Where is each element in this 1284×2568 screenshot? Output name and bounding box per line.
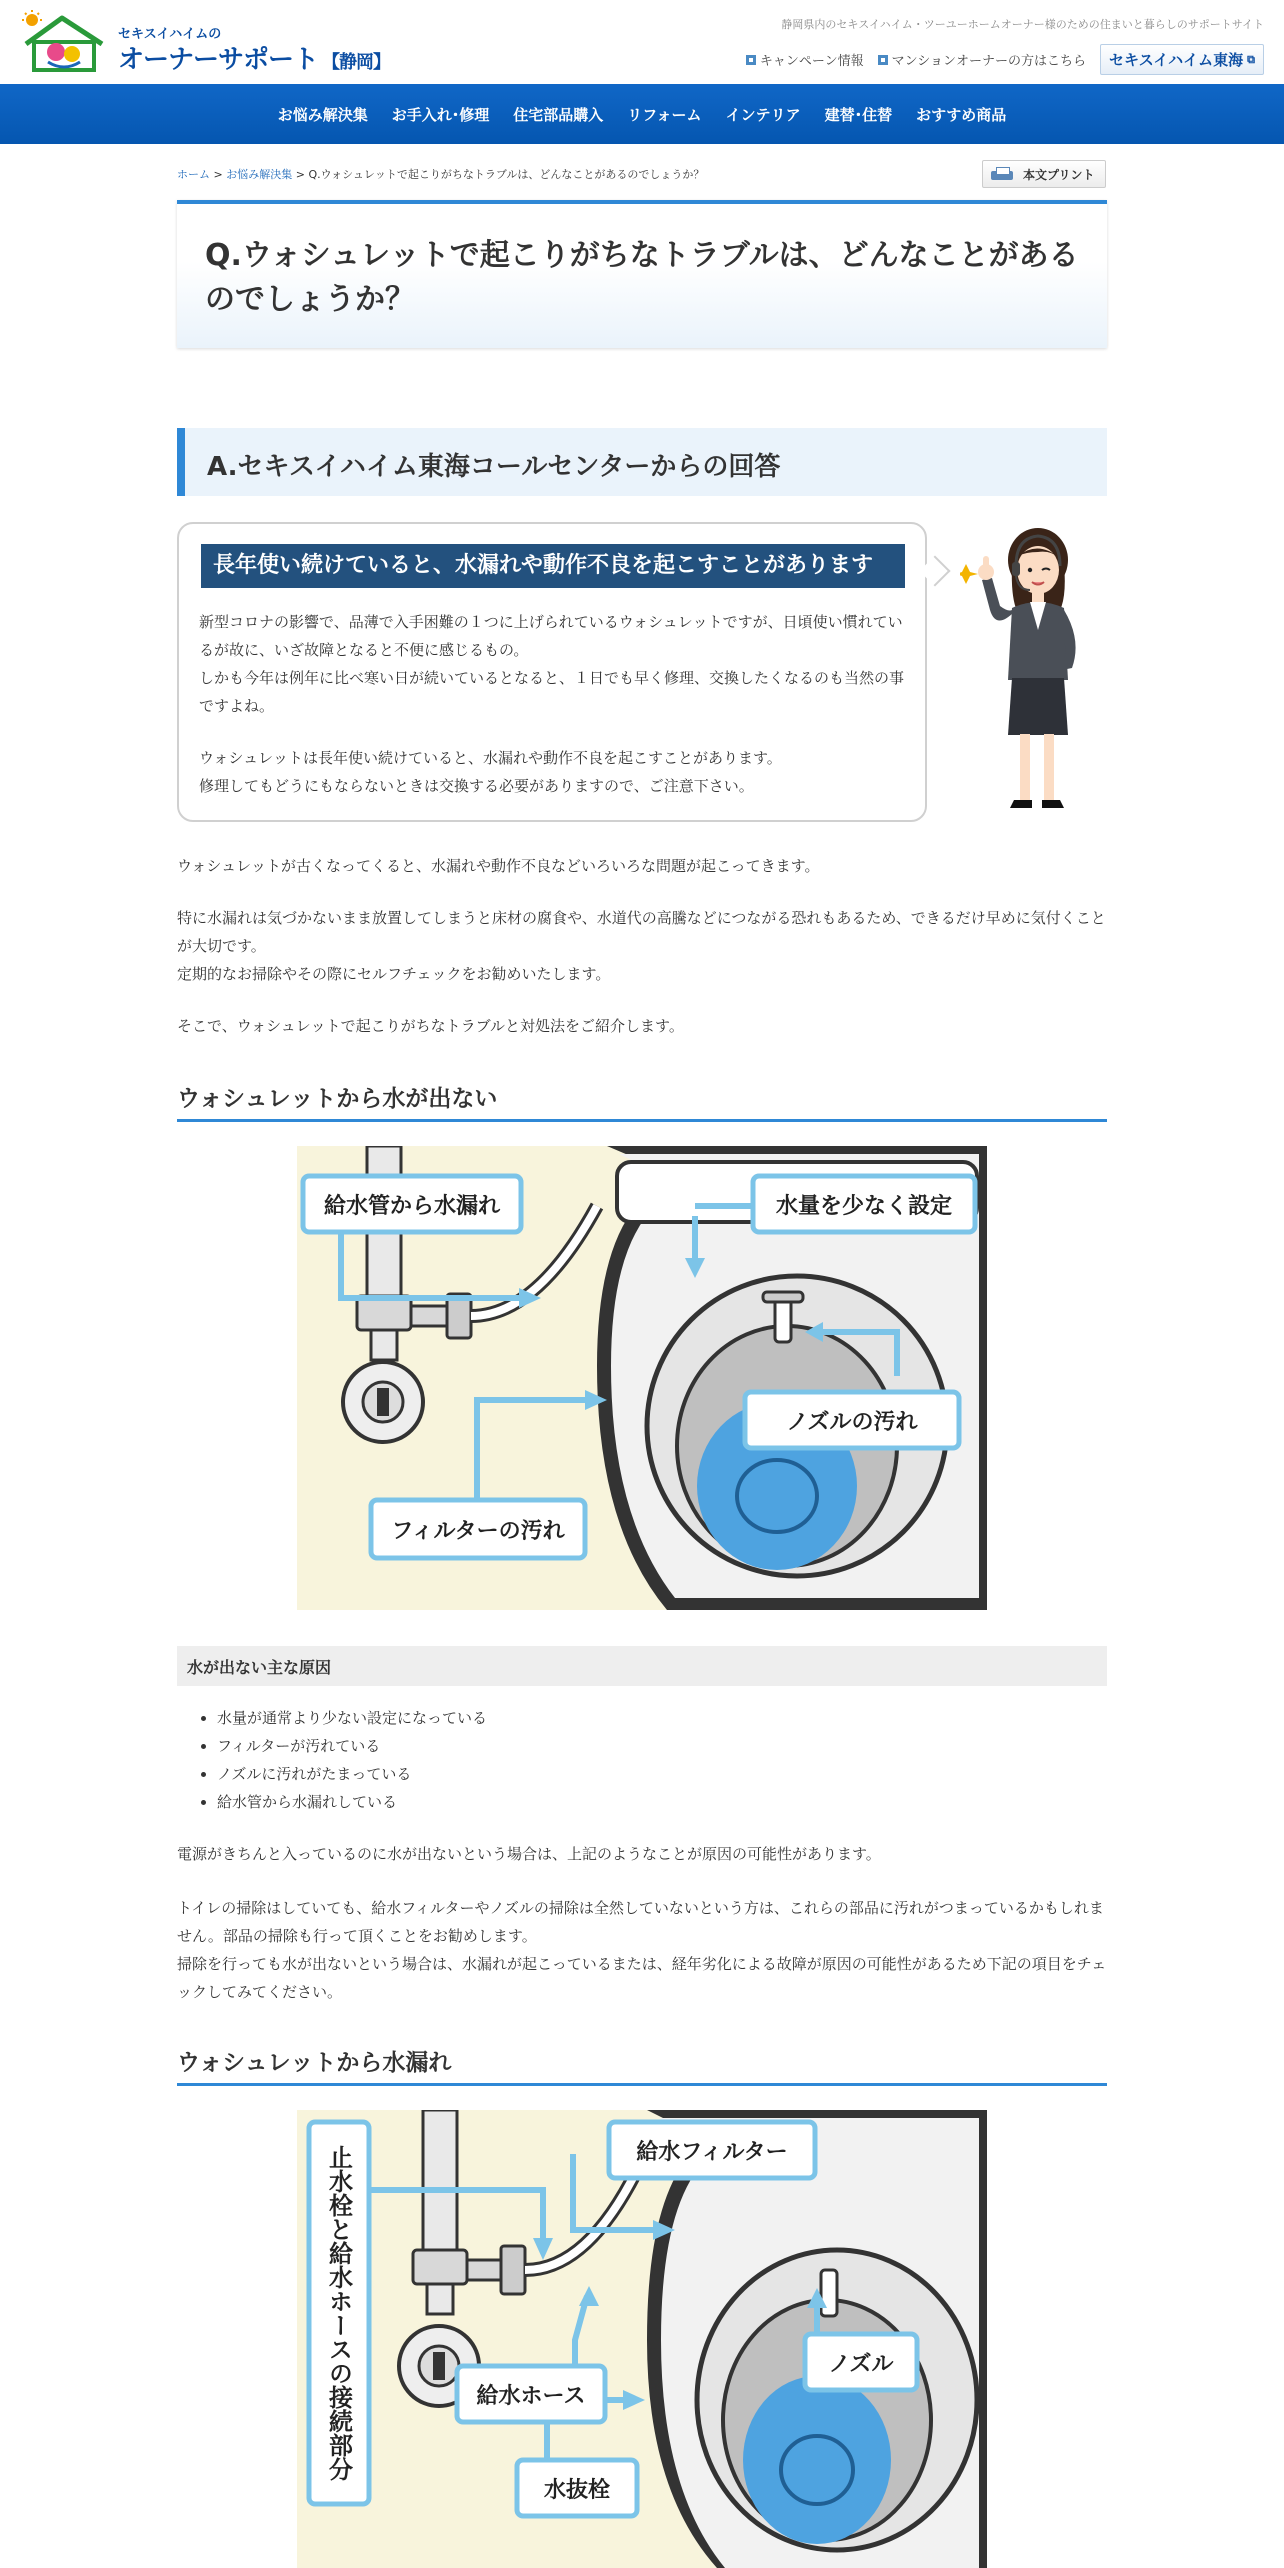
answer-paragraph: ウォシュレットは長年使い続けていると、水漏れや動作不良を起こすことがあります。 [199, 749, 782, 767]
logo-region: 【静岡】 [322, 52, 391, 73]
intro-paragraph: そこで、ウォシュレットで起こりがちなトラブルと対処法をご紹介します。 [177, 1017, 684, 1035]
list-item: • 水量が通常より少ない設定になっている [217, 1704, 487, 1732]
brand-label: セキスイハイム東海 [1109, 51, 1244, 69]
page-title: Q.ウォシュレットで起こりがちなトラブルは、どんなことがあるのでしょうか？ [205, 238, 1079, 317]
mansion-owner-link-label: マンションオーナーの方はこちら [891, 54, 1087, 69]
answer-paragraph: しかも今年は例年に比べ寒い日が続いているとなると、１日でも早く修理、交換したくなるのも当然の事ですよね。 [199, 669, 905, 715]
label-nozzle: ノズル [828, 2351, 894, 2377]
causes-list [217, 1704, 487, 1816]
label-supply-pipe-leak: 給水管から水漏れ [323, 1193, 500, 1219]
square-bullet-icon [746, 55, 756, 65]
nav-item-recommended[interactable]: おすすめ商品 [916, 105, 1007, 124]
print-button-label: 本文プリント [1023, 167, 1095, 182]
nav-item-parts[interactable]: 住宅部品購入 [513, 105, 604, 124]
list-item: • ノズルに汚れがたまっている [217, 1760, 487, 1788]
section1-paragraph: トイレの掃除はしていても、給水フィルターやノズルの掃除は全然していないという方は、これらの部品に汚れがつまっているかもしれません。部品の掃除も行って頂くことをお勧めします。 [177, 1899, 1104, 1945]
nav-item-maintenance[interactable]: お手入れ･修理 [391, 105, 490, 124]
call-center-operator-illustration [960, 520, 1100, 820]
leak-diagram [297, 2110, 987, 2568]
answer-heading: A.セキスイハイム東海コールセンターからの回答 [207, 452, 781, 482]
printer-icon [991, 167, 1013, 181]
breadcrumb-current: Q.ウォシュレットで起こりがちなトラブルは、どんなことがあるのでしょうか？ [308, 168, 705, 181]
intro-paragraph: 定期的なお掃除やその際にセルフチェックをお勧めいたします。 [177, 965, 611, 983]
site-header [0, 0, 1284, 84]
external-link-icon: ⧉ [1247, 52, 1255, 66]
breadcrumb-separator: > [213, 168, 223, 181]
nav-item-interior[interactable]: インテリア [725, 105, 801, 124]
nav-item-reform[interactable]: リフォーム [627, 105, 702, 124]
breadcrumb-separator: > [295, 168, 305, 181]
label-supply-hose: 給水ホース [476, 2383, 586, 2409]
no-water-diagram [297, 1146, 987, 1610]
global-nav [0, 84, 1284, 144]
nav-item-troubles[interactable]: お悩み解決集 [277, 105, 368, 124]
header-links [746, 44, 1264, 75]
label-valve-hose-joint: 止水栓と給水ホースの接続部分 [324, 2145, 353, 2481]
breadcrumb [177, 166, 704, 182]
answer-bubble-title: 長年使い続けていると、水漏れや動作不良を起こすことがあります [201, 544, 905, 588]
intro-paragraph: ウォシュレットが古くなってくると、水漏れや動作不良などいろいろな問題が起こってきます。 [177, 857, 820, 875]
answer-bubble [177, 522, 927, 822]
house-logo-icon [18, 10, 110, 72]
intro-paragraph: 特に水漏れは気づかないまま放置してしまうと床材の腐食や、水道代の高騰などにつながる恐れもあるため、できるだけ早めに気付くことが大切です。 [177, 909, 1106, 955]
breadcrumb-category[interactable]: お悩み解決集 [226, 168, 293, 181]
logo-subtitle: セキスイハイムの [118, 27, 222, 42]
label-water-amount-low: 水量を少なく設定 [775, 1193, 952, 1219]
site-logo[interactable] [18, 10, 391, 75]
breadcrumb-home[interactable]: ホーム [177, 168, 210, 181]
label-drain-plug: 水抜栓 [543, 2477, 610, 2503]
list-item: • 給水管から水漏れしている [217, 1788, 487, 1816]
question-box [177, 200, 1107, 348]
section-heading-leak: ウォシュレットから水漏れ [177, 2040, 1107, 2086]
nav-item-rebuild[interactable]: 建替･住替 [824, 105, 893, 124]
campaign-link-label: キャンペーン情報 [759, 54, 864, 69]
answer-heading-box [177, 428, 1107, 496]
list-item: • フィルターが汚れている [217, 1732, 487, 1760]
logo-title-text: オーナーサポート [118, 45, 319, 75]
label-nozzle-dirt: ノズルの汚れ [786, 1409, 918, 1435]
sekisui-tokai-button[interactable] [1100, 44, 1264, 75]
label-supply-filter: 給水フィルター [636, 2139, 788, 2165]
answer-paragraph: 新型コロナの影響で、品薄で入手困難の１つに上げられているウォシュレットですが、日頃使い慣れているが故に、いざ故障となると不便に感じるもの。 [199, 613, 903, 659]
mansion-owner-link[interactable] [878, 50, 1086, 69]
label-filter-dirt: フィルターの汚れ [391, 1518, 565, 1544]
header-tagline: 静岡県内のセキスイハイム・ツーユーホームオーナー様のための住まいと暮らしのサポートサイト [781, 18, 1264, 31]
campaign-link[interactable] [746, 50, 864, 69]
section1-paragraph: 電源がきちんと入っているのに水が出ないという場合は、上記のようなことが原因の可能性があります。 [177, 1845, 881, 1863]
section1-paragraph: 掃除を行っても水が出ないという場合は、水漏れが起こっているまたは、経年劣化による故障が原因の可能性があるため下記の項目をチェックしてみてください。 [177, 1955, 1107, 2001]
causes-heading: 水が出ない主な原因 [177, 1646, 1107, 1686]
square-bullet-icon [878, 55, 888, 65]
section-heading-no-water: ウォシュレットから水が出ない [177, 1076, 1107, 1122]
print-button[interactable] [982, 160, 1106, 188]
answer-paragraph: 修理してもどうにもならないときは交換する必要がありますので、ご注意下さい。 [199, 777, 754, 795]
logo-title [118, 39, 390, 76]
